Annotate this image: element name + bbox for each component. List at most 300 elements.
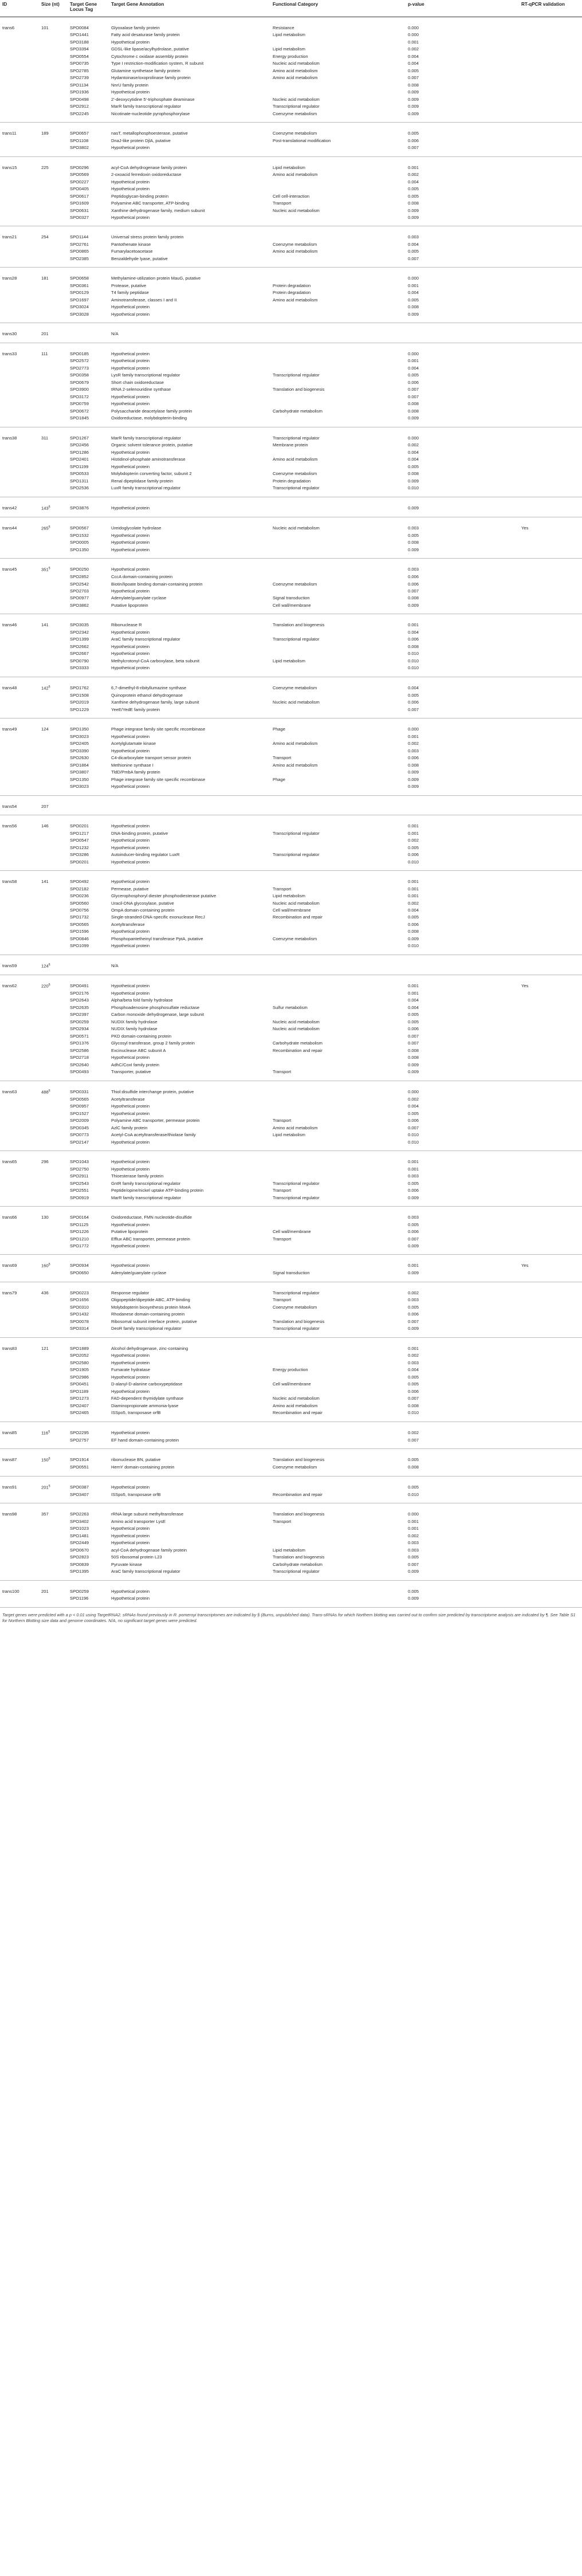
locus-tag: SPO0345 bbox=[70, 1125, 89, 1130]
rt-qpcr-validation bbox=[519, 282, 582, 289]
rt-qpcr-validation bbox=[519, 1421, 582, 1436]
gene-annotation: Ribosomal subunit interface protein, putative bbox=[111, 1318, 197, 1324]
srna-size bbox=[39, 289, 68, 296]
locus-tag: SPO3028 bbox=[68, 311, 109, 323]
p-value: 0.007 bbox=[408, 1040, 419, 1046]
functional-category bbox=[270, 989, 406, 996]
table-row bbox=[0, 248, 582, 255]
p-value: 0.005 bbox=[408, 532, 419, 538]
locus-tag: SPO1232 bbox=[70, 845, 89, 850]
srna-id bbox=[0, 171, 39, 178]
locus-tag: SPO0565 bbox=[70, 921, 89, 927]
rt-qpcr-validation bbox=[519, 485, 582, 497]
srna-size bbox=[39, 574, 68, 580]
gene-annotation: Molybdopterin biosynthesis protein MoeA bbox=[111, 1304, 191, 1310]
table-row bbox=[0, 769, 582, 776]
table-row bbox=[0, 144, 582, 156]
table-row bbox=[0, 928, 582, 935]
gene-annotation: Hypothetical protein bbox=[111, 1110, 150, 1116]
p-value: 0.006 bbox=[408, 581, 419, 587]
rt-qpcr-validation bbox=[519, 1449, 582, 1464]
srna-size bbox=[39, 1395, 68, 1402]
srna-id bbox=[0, 546, 39, 558]
functional-category: Phage bbox=[273, 727, 285, 732]
table-row bbox=[0, 1421, 582, 1436]
functional-category: Post-translational modification bbox=[273, 138, 331, 143]
table-row bbox=[0, 1525, 582, 1532]
functional-category: Coenzyme metabolism bbox=[273, 131, 317, 136]
rt-qpcr-validation bbox=[519, 323, 582, 343]
gene-annotation: Hypothetical protein bbox=[109, 311, 270, 323]
table-row bbox=[0, 1040, 582, 1047]
srna-size bbox=[39, 1194, 68, 1206]
rt-qpcr-validation bbox=[519, 1194, 582, 1206]
srna-size-value: 141 bbox=[41, 879, 49, 885]
table-row bbox=[0, 289, 582, 296]
locus-tag: SPO0250 bbox=[70, 567, 89, 572]
p-value: 0.009 bbox=[406, 415, 519, 427]
gene-annotation: Nicotinate-nucleotide pyrophosphorylase bbox=[109, 110, 270, 122]
p-value: 0.005 bbox=[408, 68, 419, 73]
srna-id bbox=[0, 1228, 39, 1235]
srna-id bbox=[0, 103, 39, 110]
table-row bbox=[0, 614, 582, 629]
rt-qpcr-validation bbox=[519, 89, 582, 96]
gene-annotation: Alpha/beta fold family hydrolase bbox=[111, 998, 173, 1003]
srna-id bbox=[0, 1103, 39, 1110]
srna-id bbox=[0, 477, 39, 484]
locus-tag: SPO1125 bbox=[70, 1222, 89, 1227]
srna-id bbox=[0, 289, 39, 296]
table-row bbox=[0, 650, 582, 657]
gene-annotation: 50S ribosomal protein L23 bbox=[111, 1554, 162, 1560]
locus-tag: SPO3862 bbox=[68, 602, 109, 614]
srna-id: trans54 bbox=[0, 795, 39, 815]
p-value: 0.006 bbox=[408, 755, 419, 761]
srna-size-value: 254 bbox=[41, 234, 49, 240]
gene-annotation: NnrU family protein bbox=[111, 82, 148, 88]
gene-annotation: Phage integrase family site specific recombinase bbox=[111, 776, 206, 782]
table-row bbox=[0, 1595, 582, 1607]
p-value: 0.010 bbox=[406, 1138, 519, 1150]
functional-category: Amino acid metabolism bbox=[273, 68, 318, 73]
srna-id bbox=[0, 629, 39, 635]
locus-tag: SPO1395 bbox=[68, 1568, 109, 1580]
srna-id bbox=[0, 379, 39, 386]
locus-tag: SPO3802 bbox=[68, 144, 109, 156]
rt-qpcr-validation bbox=[519, 943, 582, 955]
locus-tag: SPO1350 bbox=[68, 546, 109, 558]
p-value: 0.009 bbox=[408, 936, 419, 941]
locus-tag: SPO3035 bbox=[70, 622, 89, 628]
gene-annotation: Hypothetical protein bbox=[111, 879, 150, 885]
table-footnote: Target genes were predicted with a p < 0.01 using TargetRNA2. sRNAs found previously in R. pomeroyi transcriptomes are indicated by § (Burns, unpublished data). Trans-sRNAs for which Northern blotting was carried out to confirm size predicted by transcriptome analysis are indicated by ¶. See Table S1 for Northern Blotting size data and genome coordinates. N/A, no significant target genes were predicted. bbox=[2, 1612, 576, 1623]
p-value: 0.008 bbox=[408, 201, 419, 206]
rt-qpcr-validation bbox=[519, 53, 582, 60]
p-value: 0.007 bbox=[408, 75, 419, 81]
gene-annotation: Amino acid transporter LysE bbox=[111, 1518, 166, 1524]
rt-qpcr-validation bbox=[519, 1318, 582, 1325]
locus-tag: SPO0631 bbox=[70, 207, 89, 213]
locus-tag: SPO2934 bbox=[70, 1026, 89, 1032]
functional-category: Cell wall/membrane bbox=[273, 907, 311, 913]
srna-size bbox=[39, 755, 68, 761]
srna-size bbox=[39, 463, 68, 470]
p-value: 0.007 bbox=[406, 706, 519, 718]
p-value: 0.004 bbox=[408, 685, 419, 690]
p-value: 0.008 bbox=[408, 643, 419, 649]
functional-category: Coenzyme metabolism bbox=[273, 241, 317, 247]
functional-category: Lipid metabolism bbox=[273, 32, 305, 38]
locus-tag: SPO2640 bbox=[70, 1062, 89, 1067]
p-value: 0.001 bbox=[408, 282, 419, 288]
table-row bbox=[0, 81, 582, 88]
rt-qpcr-validation bbox=[519, 1540, 582, 1546]
p-value: 0.001 bbox=[408, 164, 419, 170]
srna-id bbox=[0, 858, 39, 870]
srna-size bbox=[39, 311, 68, 323]
gene-annotation: AdhC/CoxI family protein bbox=[111, 1062, 159, 1067]
functional-category: Transport bbox=[273, 755, 292, 761]
srna-id bbox=[0, 144, 39, 156]
gene-annotation: Hypothetical protein bbox=[109, 858, 270, 870]
functional-category: Signal transduction bbox=[270, 1270, 406, 1282]
gene-annotation: Hypothetical protein bbox=[111, 358, 150, 364]
p-value: 0.007 bbox=[408, 1396, 419, 1401]
table-row bbox=[0, 1311, 582, 1318]
table-row bbox=[0, 546, 582, 558]
rt-qpcr-validation bbox=[519, 296, 582, 303]
rt-qpcr-validation bbox=[519, 38, 582, 45]
p-value: 0.007 bbox=[408, 394, 419, 399]
srna-id bbox=[0, 386, 39, 393]
gene-annotation: AzlC family protein bbox=[111, 1125, 148, 1130]
p-value: 0.005 bbox=[408, 1588, 419, 1594]
srna-size bbox=[39, 795, 68, 815]
locus-tag: SPO1609 bbox=[70, 201, 89, 206]
rt-qpcr-validation bbox=[519, 740, 582, 747]
functional-category bbox=[270, 415, 406, 427]
functional-category: Amino acid metabolism bbox=[273, 762, 318, 768]
srna-size bbox=[39, 449, 68, 455]
srna-size bbox=[39, 871, 68, 885]
locus-tag: SPO2761 bbox=[70, 241, 89, 247]
locus-tag: SPO1023 bbox=[70, 1526, 89, 1532]
gene-annotation: Adenylate/guanylate cyclase bbox=[109, 1270, 270, 1282]
srna-id: trans49 bbox=[2, 727, 17, 732]
srna-size bbox=[39, 906, 68, 913]
functional-category: Amino acid metabolism bbox=[273, 172, 318, 178]
rt-qpcr-validation bbox=[519, 761, 582, 768]
p-value: 0.009 bbox=[406, 110, 519, 122]
gene-annotation: MarR family transcriptional regulator bbox=[111, 435, 181, 441]
table-row bbox=[0, 74, 582, 81]
table-row bbox=[0, 580, 582, 587]
functional-category: Amino acid metabolism bbox=[273, 1125, 318, 1130]
srna-id bbox=[0, 393, 39, 400]
functional-category: Translation and biogenesis bbox=[273, 387, 325, 392]
rt-qpcr-validation bbox=[519, 885, 582, 892]
functional-category bbox=[270, 1095, 406, 1102]
srna-id: trans85 bbox=[2, 1430, 17, 1435]
p-value: 0.001 bbox=[408, 983, 419, 988]
srna-size bbox=[39, 1525, 68, 1532]
srna-id bbox=[0, 1518, 39, 1525]
srna-size bbox=[39, 156, 68, 171]
srna-id bbox=[0, 1318, 39, 1325]
table-row bbox=[0, 914, 582, 921]
table-row bbox=[0, 207, 582, 214]
srna-size bbox=[39, 400, 68, 407]
header-annotation: Target Gene Annotation bbox=[109, 0, 270, 17]
locus-tag: SPO0759 bbox=[70, 401, 89, 407]
locus-tag: SPO0296 bbox=[70, 164, 89, 170]
p-value: 0.008 bbox=[408, 595, 419, 601]
locus-tag: SPO1196 bbox=[68, 1595, 109, 1607]
p-value: 0.002 bbox=[408, 1533, 419, 1538]
rt-qpcr-validation bbox=[519, 1352, 582, 1359]
functional-category: Phage bbox=[273, 776, 285, 782]
srna-size bbox=[39, 1047, 68, 1054]
p-value: 0.005 bbox=[408, 249, 419, 254]
table-row bbox=[0, 171, 582, 178]
gene-annotation: Hypothetical protein bbox=[111, 351, 150, 356]
srna-size-value: 351 bbox=[41, 567, 49, 572]
srna-size bbox=[39, 733, 68, 740]
locus-tag: SPO2449 bbox=[70, 1540, 89, 1546]
gene-annotation: Hypothetical protein bbox=[111, 304, 150, 310]
p-value: 0.000 bbox=[408, 32, 419, 38]
srna-size bbox=[39, 844, 68, 851]
srna-size bbox=[39, 914, 68, 921]
table-row bbox=[0, 997, 582, 1004]
srna-size bbox=[39, 103, 68, 110]
p-value: 0.006 bbox=[408, 138, 419, 143]
srna-size bbox=[39, 1018, 68, 1025]
locus-tag: SPO1732 bbox=[70, 914, 89, 920]
p-value: 0.009 bbox=[408, 478, 419, 484]
srna-size bbox=[39, 89, 68, 96]
table-row bbox=[0, 400, 582, 407]
locus-tag: SPO2542 bbox=[70, 581, 89, 587]
srna-size bbox=[39, 975, 68, 989]
gene-annotation: LysR family transcriptional regulator bbox=[111, 372, 180, 378]
p-value: 0.008 bbox=[408, 1047, 419, 1053]
srna-id bbox=[0, 885, 39, 892]
rt-qpcr-validation bbox=[519, 692, 582, 698]
table-row bbox=[0, 255, 582, 267]
srna-id bbox=[0, 372, 39, 379]
p-value: 0.007 bbox=[408, 588, 419, 594]
gene-annotation: Xanthine dehydrogenase family, medium subunit bbox=[111, 207, 205, 213]
table-row bbox=[0, 89, 582, 96]
functional-category bbox=[270, 1337, 406, 1352]
rt-qpcr-validation bbox=[519, 1491, 582, 1503]
gene-annotation: Hypothetical protein bbox=[111, 823, 150, 829]
functional-category: Protein degradation bbox=[273, 290, 311, 296]
p-value: 0.005 bbox=[408, 131, 419, 136]
srna-size bbox=[39, 614, 68, 629]
rt-qpcr-validation bbox=[519, 1032, 582, 1039]
srna-size bbox=[39, 1132, 68, 1138]
locus-tag: SPO0670 bbox=[70, 1547, 89, 1553]
srna-size bbox=[39, 1069, 68, 1081]
srna-size bbox=[39, 304, 68, 311]
table-row bbox=[0, 1388, 582, 1395]
p-value: 0.000 bbox=[408, 25, 419, 30]
locus-tag: SPO2456 bbox=[70, 442, 89, 448]
table-row bbox=[0, 137, 582, 144]
functional-category bbox=[270, 559, 406, 574]
functional-category bbox=[270, 643, 406, 650]
srna-id bbox=[0, 442, 39, 449]
table-row bbox=[0, 858, 582, 870]
rt-qpcr-validation bbox=[519, 248, 582, 255]
functional-category bbox=[270, 1580, 406, 1595]
functional-category: Nucleic acid metabolism bbox=[273, 1026, 320, 1032]
srna-id bbox=[0, 200, 39, 207]
locus-tag: SPO0236 bbox=[70, 893, 89, 899]
table-row bbox=[0, 747, 582, 754]
srna-size-value: 189 bbox=[41, 131, 49, 136]
rt-qpcr-validation bbox=[519, 580, 582, 587]
gene-annotation: Phosphopantetheinyl transferase PptA, putative bbox=[111, 936, 203, 941]
rt-qpcr-validation bbox=[519, 733, 582, 740]
functional-category: Amino acid metabolism bbox=[273, 741, 318, 747]
functional-category bbox=[270, 89, 406, 96]
table-row bbox=[0, 1180, 582, 1187]
rt-qpcr-validation bbox=[519, 539, 582, 546]
table-row bbox=[0, 226, 582, 241]
rt-qpcr-validation bbox=[519, 1388, 582, 1395]
rt-qpcr-validation bbox=[519, 178, 582, 185]
functional-category bbox=[270, 323, 406, 343]
gene-annotation: Type I restriction-modification system, R subunit bbox=[111, 61, 204, 66]
table-row bbox=[0, 1303, 582, 1310]
header-size: Size (nt) bbox=[39, 0, 68, 17]
gene-annotation: Glutamine synthetase family protein bbox=[111, 68, 180, 73]
p-value: 0.008 bbox=[408, 401, 419, 407]
srna-id bbox=[0, 893, 39, 900]
gene-annotation: Hypothetical protein bbox=[111, 983, 150, 988]
srna-id bbox=[0, 1124, 39, 1131]
p-value: 0.009 bbox=[406, 497, 519, 517]
table-row bbox=[0, 386, 582, 393]
rt-qpcr-validation bbox=[519, 311, 582, 323]
functional-category: Transcriptional regulator bbox=[273, 830, 320, 836]
functional-category: Cell wall/membrane bbox=[270, 602, 406, 614]
srna-size bbox=[39, 830, 68, 837]
table-row bbox=[0, 485, 582, 497]
table-row bbox=[0, 1032, 582, 1039]
gene-annotation: C4-dicarboxylate transport sensor protein bbox=[111, 755, 191, 761]
table-row bbox=[0, 427, 582, 441]
p-value: 0.008 bbox=[408, 82, 419, 88]
rt-qpcr-validation bbox=[519, 81, 582, 88]
srna-id bbox=[0, 304, 39, 311]
locus-tag: SPO0451 bbox=[70, 1381, 89, 1387]
p-value: 0.010 bbox=[406, 943, 519, 955]
srna-id bbox=[0, 1464, 39, 1476]
locus-tag: SPO2465 bbox=[68, 1409, 109, 1421]
locus-tag: SPO1199 bbox=[70, 464, 89, 469]
locus-tag: SPO1914 bbox=[70, 1457, 89, 1463]
gene-annotation: Hypothetical protein bbox=[111, 643, 150, 649]
table-row bbox=[0, 53, 582, 60]
rt-qpcr-validation bbox=[519, 1373, 582, 1380]
rt-qpcr-validation bbox=[519, 706, 582, 718]
p-value: 0.007 bbox=[408, 1033, 419, 1039]
header-id: ID bbox=[0, 0, 39, 17]
table-row bbox=[0, 1011, 582, 1018]
p-value: 0.003 bbox=[408, 1297, 419, 1303]
functional-category: Nucleic acid metabolism bbox=[273, 1019, 320, 1024]
srna-size bbox=[39, 747, 68, 754]
p-value: 0.009 bbox=[406, 602, 519, 614]
srna-id bbox=[0, 783, 39, 795]
srna-id bbox=[0, 602, 39, 614]
p-value: 0.004 bbox=[408, 1004, 419, 1010]
p-value: 0.004 bbox=[408, 53, 419, 59]
locus-tag: SPO1864 bbox=[70, 762, 89, 768]
rt-qpcr-validation bbox=[519, 60, 582, 67]
srna-id bbox=[0, 665, 39, 677]
header-pvalue: p-value bbox=[406, 0, 519, 17]
srna-id: trans44 bbox=[2, 525, 17, 531]
srna-size bbox=[39, 893, 68, 900]
functional-category bbox=[270, 1311, 406, 1318]
rt-qpcr-validation bbox=[519, 1476, 582, 1491]
srna-size bbox=[39, 1221, 68, 1228]
gene-annotation: Hypothetical protein bbox=[109, 943, 270, 955]
srna-size-value: 116 bbox=[41, 1430, 49, 1436]
srna-id: trans100 bbox=[2, 1588, 19, 1594]
srna-id bbox=[0, 1297, 39, 1303]
rt-qpcr-validation bbox=[519, 1018, 582, 1025]
table-row bbox=[0, 442, 582, 449]
p-value: 0.001 bbox=[408, 1518, 419, 1524]
functional-category bbox=[270, 38, 406, 45]
table-row bbox=[0, 96, 582, 103]
p-value: 0.004 bbox=[408, 449, 419, 455]
p-value: 0.002 bbox=[408, 741, 419, 747]
p-value: 0.003 bbox=[408, 748, 419, 753]
locus-tag: SPO0567 bbox=[70, 525, 89, 531]
gene-annotation: TldD/PmbA family protein bbox=[111, 769, 160, 775]
rt-qpcr-validation bbox=[519, 415, 582, 427]
gene-annotation: Hypothetical protein bbox=[111, 588, 150, 594]
locus-tag: SPO0977 bbox=[70, 595, 89, 601]
gene-annotation: Hypothetical protein bbox=[111, 1526, 150, 1532]
rt-qpcr-validation bbox=[519, 1554, 582, 1561]
functional-category: Nucleic acid metabolism bbox=[273, 61, 320, 66]
srna-id bbox=[0, 1311, 39, 1318]
functional-category bbox=[270, 1061, 406, 1068]
p-value: 0.003 bbox=[408, 567, 419, 572]
locus-tag: SPO0657 bbox=[70, 131, 89, 136]
functional-category bbox=[270, 1373, 406, 1380]
gene-annotation: Hypothetical protein bbox=[111, 1388, 150, 1394]
rt-qpcr-validation bbox=[519, 1568, 582, 1580]
locus-tag: SPO0227 bbox=[70, 179, 89, 184]
table-row bbox=[0, 32, 582, 38]
p-value: 0.001 bbox=[408, 830, 419, 836]
functional-category: Carbohydrate metabolism bbox=[273, 408, 323, 414]
srna-size bbox=[39, 110, 68, 122]
table-row bbox=[0, 629, 582, 635]
srna-id bbox=[0, 935, 39, 942]
functional-category: Transport bbox=[270, 1069, 406, 1081]
